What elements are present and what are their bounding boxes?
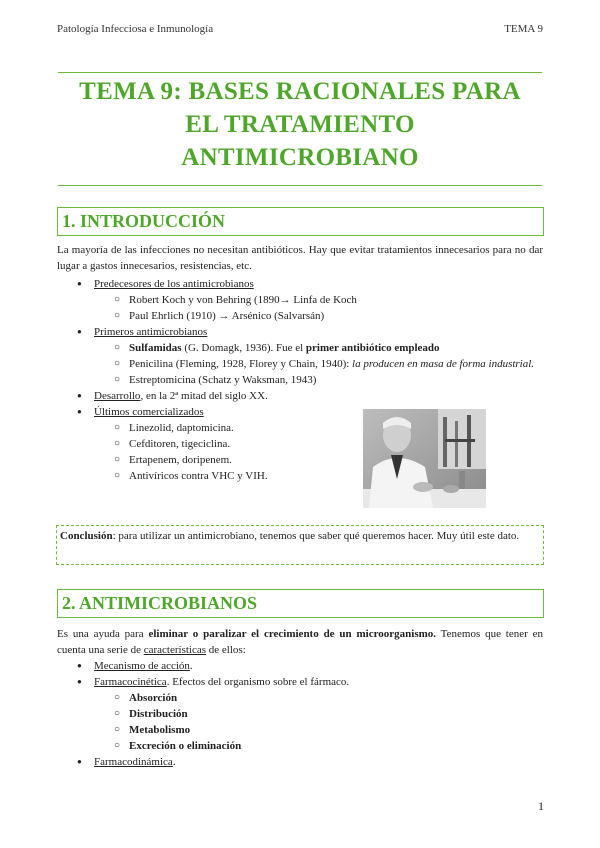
fleming-photo — [363, 409, 486, 508]
list-item: ○ Cefditoren, tigeciclina. — [94, 436, 543, 452]
list-item — [57, 674, 543, 754]
section-1-intro: La mayoría de las infecciones no necesitan antibióticos. Hay que evitar tratamientos innecesarios para no dar lugar a gastos innecesarios, resistencias, etc. — [57, 244, 543, 272]
farmacocinetica-text: . Efectos del organismo sobre el fármaco. — [166, 676, 350, 688]
title-bottom-rule — [58, 185, 542, 186]
penicilina-text: Penicilina (Fleming, 1928, Florey y Chain, 1940): — [129, 358, 353, 370]
list-item: ● Farmacodinámica. — [57, 754, 543, 770]
list-item: ○ Paul Ehrlich (1910) → Arsénico (Salvarsán) — [94, 308, 543, 324]
conclusion-text: : para utilizar un antimicrobiano, tenemos que saber qué queremos hacer. Muy útil este dato. — [112, 530, 520, 542]
section-2-heading: 2. ANTIMICROBIANOS — [57, 589, 544, 618]
section-1-heading: 1. INTRODUCCIÓN — [57, 207, 544, 236]
header-subject: Patología Infecciosa e Inmunología — [57, 23, 214, 35]
intro-text-b: Tenemos que tener en cuenta una serie de — [57, 628, 544, 656]
list-item — [57, 388, 543, 404]
list-item — [94, 340, 543, 356]
list-item — [94, 356, 543, 372]
desarrollo-label: Desarrollo — [94, 390, 141, 402]
list-item: ○ Excreción o eliminación — [94, 738, 543, 754]
list-item: ○ Distribución — [94, 706, 543, 722]
list-item: ○ Estreptomicina (Schatz y Waksman, 1943) — [94, 372, 543, 388]
page-title — [58, 75, 542, 174]
title-top-rule — [58, 72, 542, 73]
list-item: ○ Antivíricos contra VHC y VIH. — [94, 468, 543, 484]
title-line-1: TEMA 9: BASES RACIONALES PARA — [79, 78, 521, 105]
list-item: ○ Ertapenem, doripenem. — [94, 452, 543, 468]
list-item — [57, 276, 543, 324]
intro-bold: eliminar o paralizar el crecimiento de un microorganismo. — [148, 628, 437, 640]
farmacodinamica-label: Farmacodinámica — [94, 756, 173, 768]
intro-underlined: características — [143, 644, 207, 656]
list-item: ○ Linezolid, daptomicina. — [94, 420, 543, 436]
section-2-list — [57, 658, 543, 770]
page-number: 1 — [538, 799, 544, 813]
sulfamidas-highlight: primer antibiótico empleado — [305, 342, 440, 354]
header-topic: TEMA 9 — [504, 23, 543, 35]
conclusion-box — [56, 525, 544, 565]
list-item — [57, 324, 543, 388]
fleming-photo-image — [363, 409, 486, 508]
ultimos-label: Últimos comercializados — [94, 406, 204, 418]
penicilina-italic: la producen en masa de forma industrial. — [352, 358, 535, 370]
farmacocinetica-label: Farmacocinética — [94, 676, 167, 688]
intro-text-c: de ellos: — [206, 644, 246, 656]
list-item: ○ Robert Koch y von Behring (1890→ Linfa de Koch — [94, 292, 543, 308]
list-item: ● Mecanismo de acción. — [57, 658, 543, 674]
conclusion-label: Conclusión — [60, 530, 113, 542]
sulfamidas-desc: (G. Domagk, 1936). Fue el — [181, 342, 306, 354]
predecesores-label: Predecesores de los antimicrobianos — [94, 278, 254, 290]
desarrollo-text: , en la 2ª mitad del siglo XX. — [140, 390, 268, 402]
list-item: ○ Absorción — [94, 690, 543, 706]
mecanismo-label: Mecanismo de acción — [94, 660, 190, 672]
title-line-3: ANTIMICROBIANO — [181, 144, 419, 171]
sulfamidas-text: Sulfamidas — [129, 342, 182, 354]
title-line-2: EL TRATAMIENTO — [185, 111, 415, 138]
list-item: ○ Metabolismo — [94, 722, 543, 738]
intro-text-a: Es una ayuda para — [57, 628, 149, 640]
primeros-label: Primeros antimicrobianos — [94, 326, 208, 338]
section-2-intro — [57, 626, 543, 658]
page-header — [57, 23, 543, 35]
